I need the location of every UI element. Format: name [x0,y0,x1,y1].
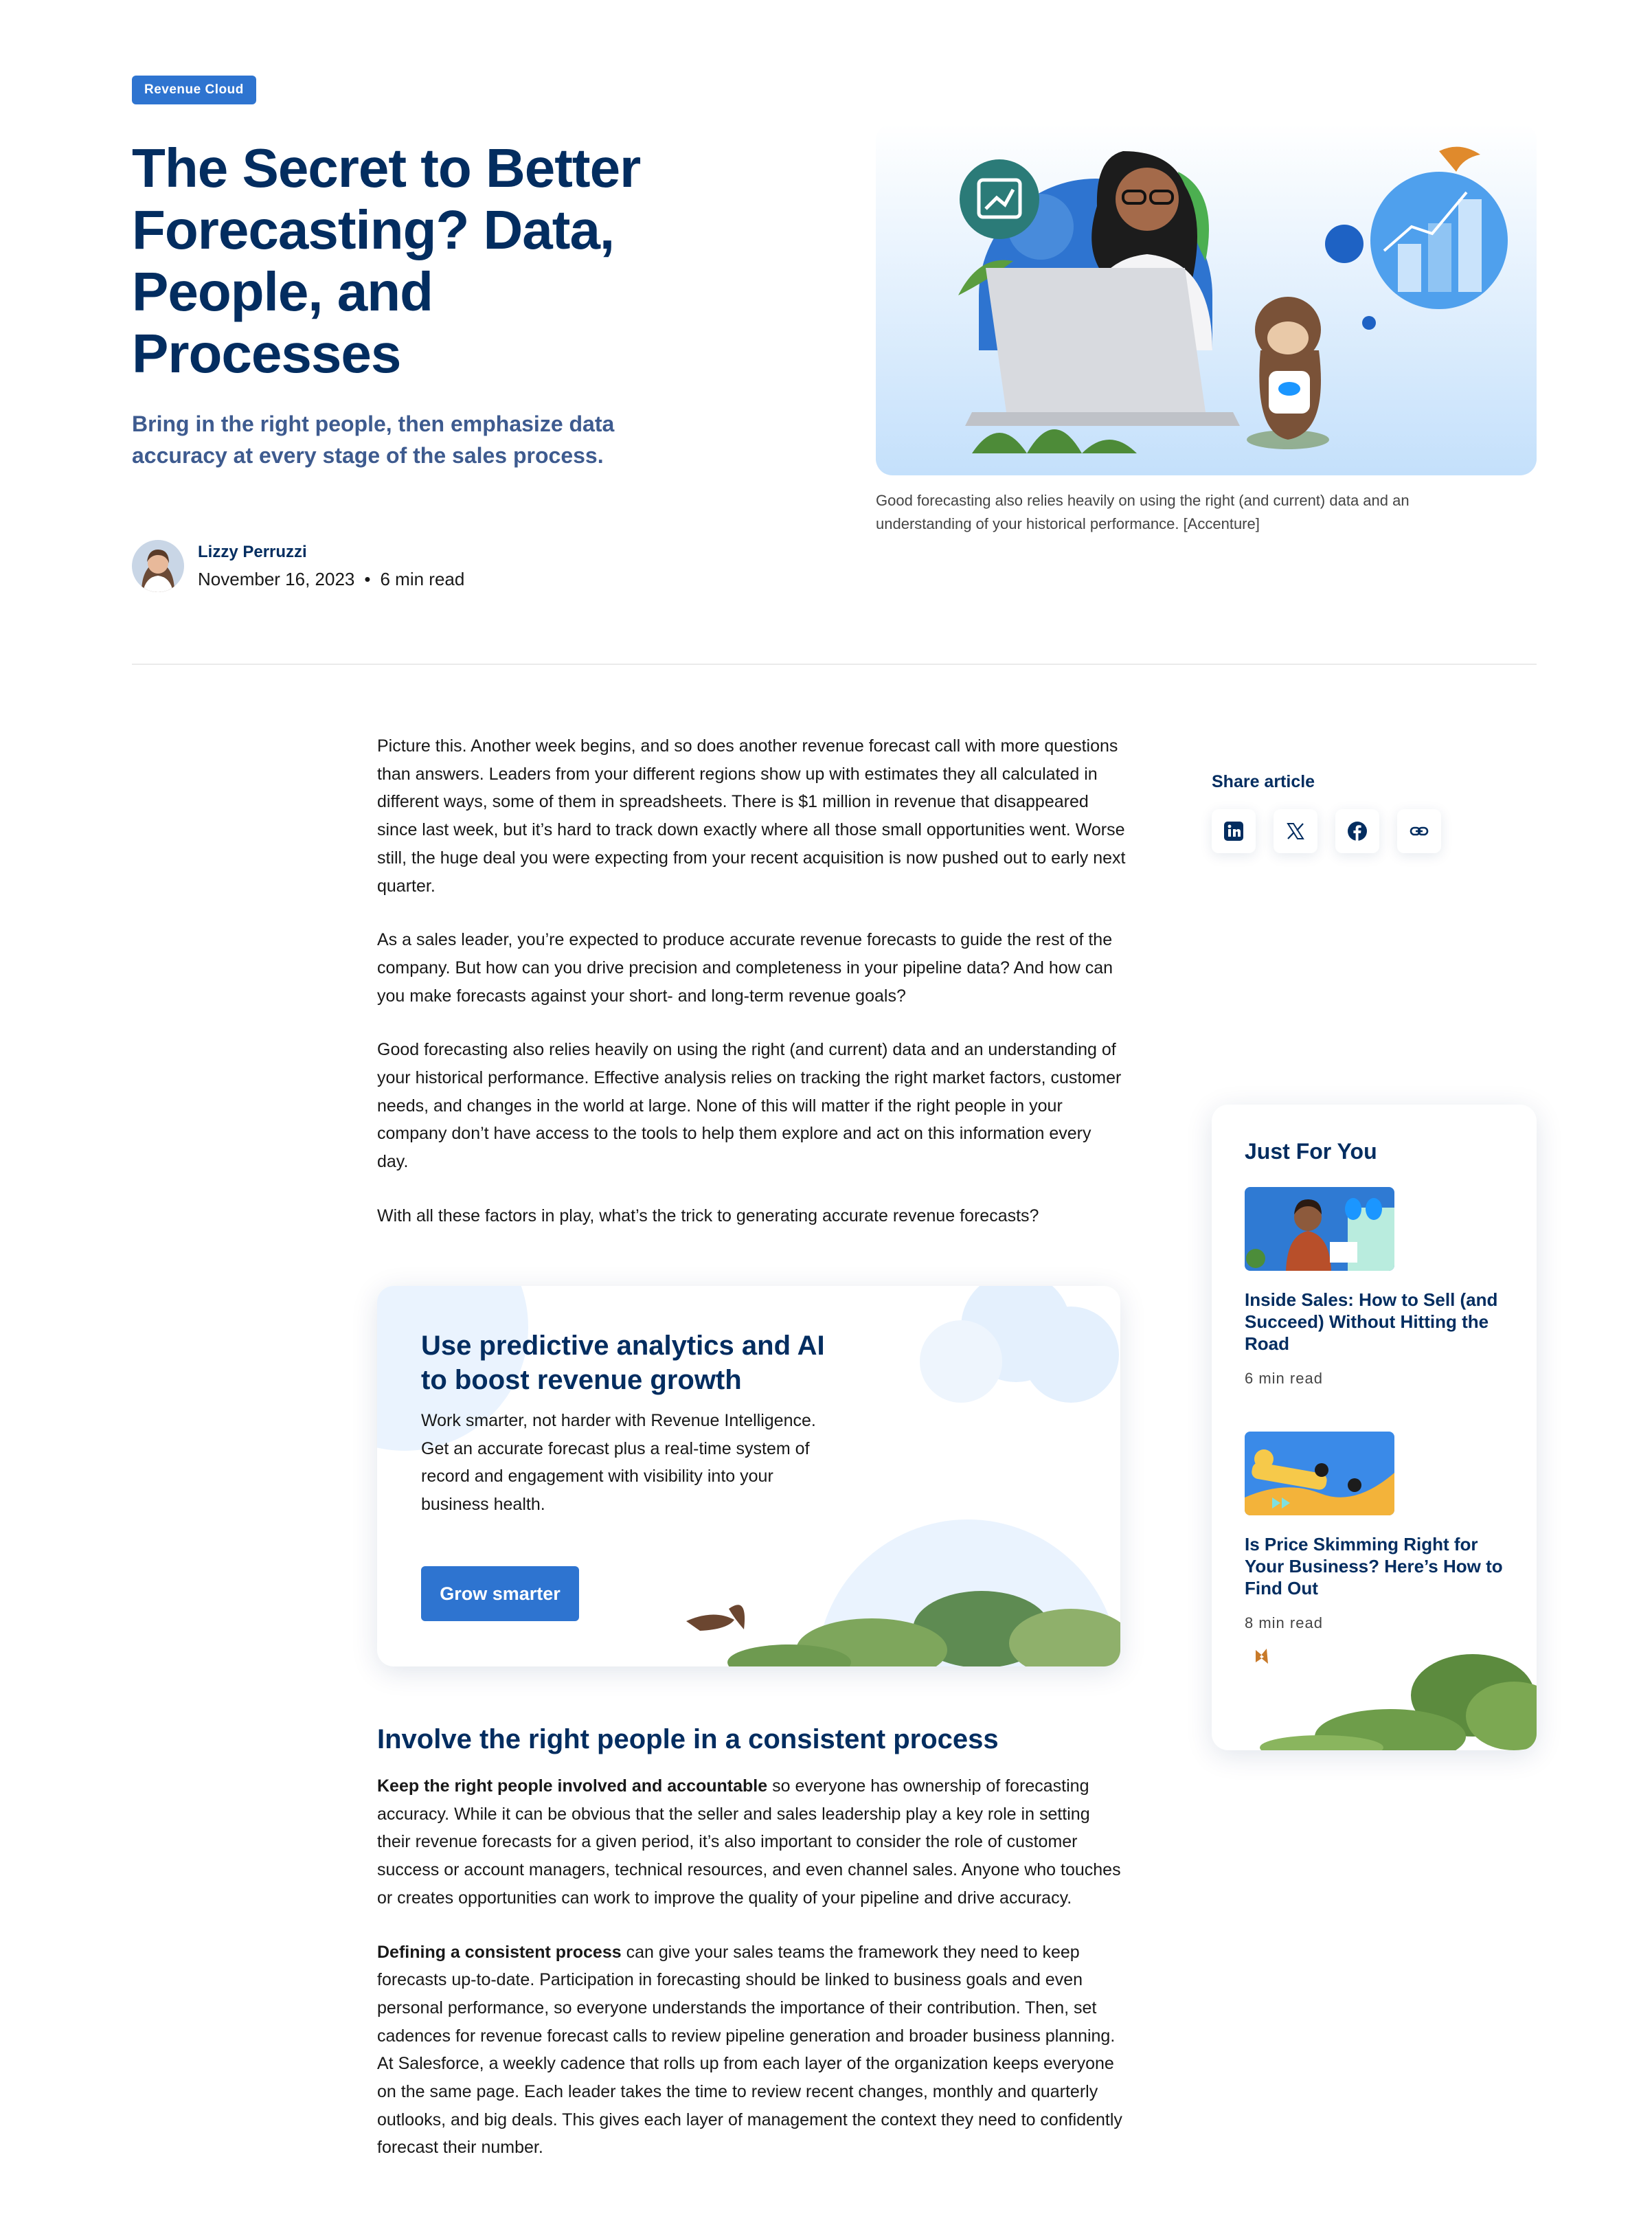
recommended-article-title[interactable]: Inside Sales: How to Sell (and Succeed) Without Hitting the Road [1245,1289,1498,1354]
article-thumbnail [1245,1187,1394,1271]
promo-card [377,1286,1120,1666]
just-for-you-title: Just For You [1245,1139,1377,1164]
just-for-you-panel [1212,1105,1537,1750]
author-meta [198,569,464,590]
read-time: 6 min read [380,568,465,589]
copy-link-button[interactable] [1397,809,1441,853]
article-paragraph [377,1772,1126,1912]
category-badge[interactable]: Revenue Cloud [132,76,256,104]
share-linkedin-button[interactable] [1212,809,1256,853]
promo-title: Use predictive analytics and AI to boost revenue growth [421,1331,825,1395]
linkedin-icon [1223,820,1245,842]
article-paragraph: With all these factors in play, what’s the trick to generating accurate revenue forecasts? [377,1206,1039,1225]
facebook-icon [1346,820,1368,842]
recommended-article-read-time: 8 min read [1245,1614,1323,1631]
avatar [132,540,184,592]
paragraph-text: so everyone has ownership of forecasting accuracy. While it can be obvious that the seller and sales leadership play a key role in setting their revenue forecasts for a given period, it’s also important to consider the role of customer success or account managers, technical resources, and even channel sales. Anyone who touches or creates opportunities can work to improve the quality of your pipeline and drive accuracy. [377,1776,1121,1908]
publish-date: November 16, 2023 [198,568,355,589]
panel-foliage-decoration [1212,1613,1537,1750]
article-paragraph [377,1939,1126,2162]
meta-separator: • [364,568,371,589]
recommended-article-card[interactable] [1245,1187,1513,1388]
hero-caption: Good forecasting also relies heavily on using the right (and current) data and an understanding of your historical performance. [Accenture] [876,492,1410,532]
paragraph-text: can give your sales teams the framework they need to keep forecasts up-to-date. Participation in forecasting should be linked to business goals and even personal performance, so everyone understands the importance of their contribution. Then, set cadences for revenue forecast calls to review pipeline generation and broader business planning. At Salesforce, a weekly cadence that rolls up from each layer of the organization keeps everyone on the same page. Each leader takes the time to review recent changes, monthly and quarterly outlooks, and big deals. This gives each layer of management the context they need to confidently forecast their number. [377,1942,1122,2158]
link-icon [1409,821,1429,841]
article-thumbnail [1245,1432,1394,1515]
share-buttons [1212,809,1441,853]
section-divider [132,664,1537,665]
section-heading: Involve the right people in a consistent process [377,1724,999,1754]
grow-smarter-button[interactable]: Grow smarter [421,1566,579,1621]
page-subtitle: Bring in the right people, then emphasize data accuracy at every stage of the sales process. [132,411,615,468]
promo-text: Work smarter, not harder with Revenue Intelligence. Get an accurate forecast plus a real-time system of record and engagement with visibility into your business health. [421,1411,816,1514]
bold-lead: Keep the right people involved and accountable [377,1776,768,1796]
recommended-article-read-time: 6 min read [1245,1370,1323,1387]
hero-illustration [876,124,1537,475]
x-icon [1286,822,1305,841]
page-title: The Secret to Better Forecasting? Data, People, and Processes [132,137,641,384]
article-paragraph: Picture this. Another week begins, and so does another revenue forecast call with more questions than answers. Leaders from your different regions show up with estimates they all calculated in different ways, some of them in spreadsheets. There is $1 million in revenue that disappeared since last week, but it’s hard to track down exactly where all those small opportunities went. Worse still, the huge deal you were expecting from your recent acquisition is now pushed out to early next quarter. [377,736,1126,896]
author-block [132,540,464,592]
share-x-button[interactable] [1274,809,1317,853]
share-facebook-button[interactable] [1335,809,1379,853]
author-name[interactable]: Lizzy Perruzzi [198,542,307,561]
article-paragraph: As a sales leader, you’re expected to produce accurate revenue forecasts to guide the rest of the company. But how can you drive precision and completeness in your pipeline data? And how can you make forecasts against your short- and long-term revenue goals? [377,930,1113,1006]
share-title: Share article [1212,772,1315,791]
recommended-article-card[interactable] [1245,1432,1513,1632]
article-body [377,732,1126,1256]
bold-lead: Defining a consistent process [377,1942,622,1962]
recommended-article-title[interactable]: Is Price Skimming Right for Your Business? Here’s How to Find Out [1245,1534,1503,1598]
article-body-section-2 [377,1772,1126,2188]
article-paragraph: Good forecasting also relies heavily on using the right (and current) data and an understanding of your historical performance. Effective analysis relies on tracking the right market factors, customer needs, and changes in the world at large. None of this will matter if the right people in your company don’t have access to the tools to help them explore and act on this information every day. [377,1040,1122,1172]
